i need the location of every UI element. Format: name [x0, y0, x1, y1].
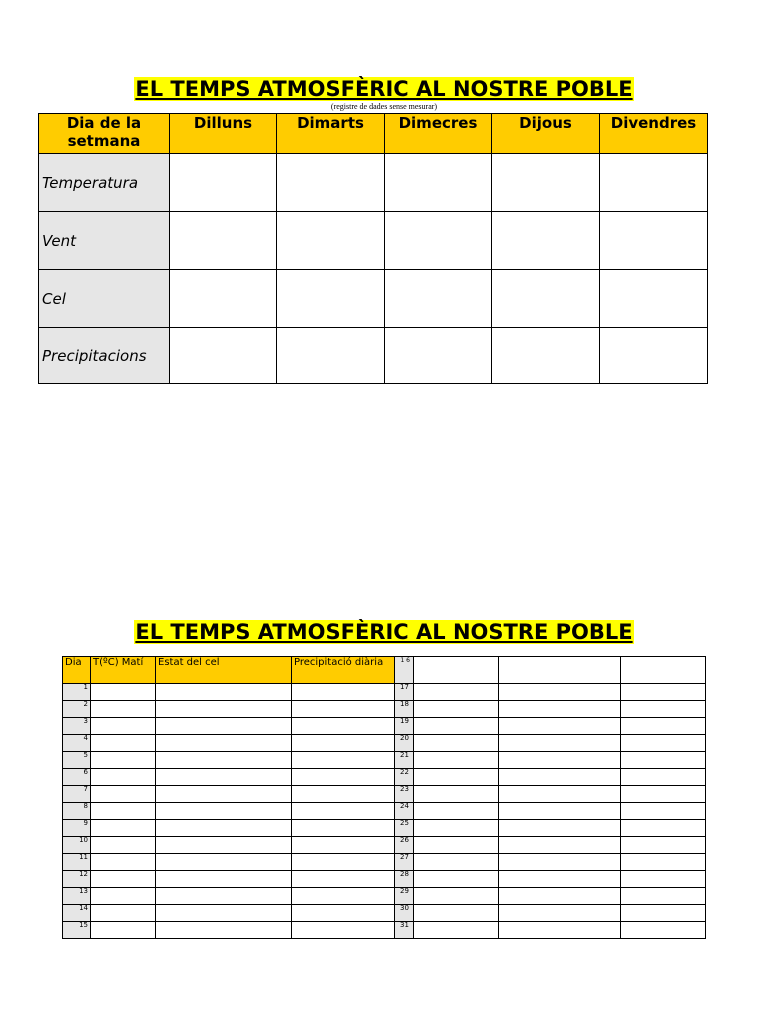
page-subtitle: (registre de dades sense mesurar): [330, 102, 438, 111]
monthly-cell[interactable]: [414, 735, 499, 752]
monthly-cell[interactable]: [91, 820, 156, 837]
day-number: 3: [63, 718, 91, 735]
day-number: 11: [63, 854, 91, 871]
weekly-cell[interactable]: [492, 270, 600, 328]
monthly-cell[interactable]: [156, 684, 292, 701]
monthly-cell[interactable]: [621, 871, 706, 888]
day-number: 25: [395, 820, 414, 837]
monthly-cell[interactable]: [621, 854, 706, 871]
table-row: [39, 270, 708, 328]
monthly-cell[interactable]: [91, 888, 156, 905]
monthly-cell[interactable]: [414, 871, 499, 888]
monthly-cell[interactable]: [91, 752, 156, 769]
day-number: 26: [395, 837, 414, 854]
table-row: [63, 888, 706, 905]
weekly-cell[interactable]: [170, 154, 277, 212]
monthly-cell[interactable]: [621, 803, 706, 820]
monthly-cell[interactable]: [414, 657, 499, 684]
monthly-cell[interactable]: [156, 905, 292, 922]
monthly-cell[interactable]: [621, 922, 706, 939]
monthly-cell[interactable]: [156, 888, 292, 905]
day-number: 21: [395, 752, 414, 769]
monthly-cell[interactable]: [499, 701, 621, 718]
table-row: [63, 752, 706, 769]
monthly-cell[interactable]: [621, 684, 706, 701]
header-wednesday: Dimecres: [385, 114, 492, 154]
weekly-cell[interactable]: [277, 212, 385, 270]
monthly-cell[interactable]: [156, 701, 292, 718]
monthly-cell[interactable]: [499, 854, 621, 871]
monthly-cell[interactable]: [292, 922, 395, 939]
monthly-cell[interactable]: [414, 820, 499, 837]
monthly-cell[interactable]: [414, 718, 499, 735]
weekly-cell[interactable]: [600, 212, 708, 270]
header-daily-precipitation: Precipitació diària: [292, 657, 395, 684]
day-number: 27: [395, 854, 414, 871]
weekly-cell[interactable]: [600, 328, 708, 384]
day-number: 14: [63, 905, 91, 922]
header-monday: Dilluns: [170, 114, 277, 154]
monthly-cell[interactable]: [499, 837, 621, 854]
weekly-cell[interactable]: [277, 270, 385, 328]
day-number: 17: [395, 684, 414, 701]
day-number: 7: [63, 786, 91, 803]
day-number: 2: [63, 701, 91, 718]
day-number: 29: [395, 888, 414, 905]
monthly-cell[interactable]: [292, 718, 395, 735]
table-row: [63, 871, 706, 888]
monthly-cell[interactable]: [91, 701, 156, 718]
monthly-cell[interactable]: [292, 735, 395, 752]
header-day: Dia: [63, 657, 91, 684]
monthly-cell[interactable]: [499, 735, 621, 752]
day-number: 31: [395, 922, 414, 939]
monthly-cell[interactable]: [91, 786, 156, 803]
monthly-cell[interactable]: [91, 718, 156, 735]
monthly-cell[interactable]: [91, 905, 156, 922]
table-row: [63, 769, 706, 786]
monthly-cell[interactable]: [156, 871, 292, 888]
monthly-cell[interactable]: [414, 769, 499, 786]
monthly-cell[interactable]: [499, 905, 621, 922]
table-row: [63, 735, 706, 752]
monthly-cell[interactable]: [156, 922, 292, 939]
page-title-monthly: EL TEMPS ATMOSFÈRIC AL NOSTRE POBLE: [135, 620, 633, 644]
monthly-cell[interactable]: [292, 905, 395, 922]
monthly-cell[interactable]: [91, 684, 156, 701]
weekly-cell[interactable]: [385, 270, 492, 328]
day-number: 23: [395, 786, 414, 803]
monthly-cell[interactable]: [499, 769, 621, 786]
monthly-cell[interactable]: [621, 718, 706, 735]
day-number: 20: [395, 735, 414, 752]
monthly-cell[interactable]: [499, 820, 621, 837]
monthly-cell[interactable]: [621, 837, 706, 854]
monthly-cell[interactable]: [414, 684, 499, 701]
monthly-cell[interactable]: [292, 888, 395, 905]
monthly-cell[interactable]: [91, 803, 156, 820]
monthly-cell[interactable]: [414, 837, 499, 854]
monthly-cell[interactable]: [621, 701, 706, 718]
weekly-cell[interactable]: [385, 328, 492, 384]
monthly-cell[interactable]: [156, 803, 292, 820]
monthly-cell[interactable]: [292, 803, 395, 820]
monthly-cell[interactable]: [499, 888, 621, 905]
monthly-cell[interactable]: [292, 769, 395, 786]
day-number-16: 1 6: [395, 657, 414, 684]
weekly-weather-table: [38, 113, 708, 384]
monthly-cell[interactable]: [621, 657, 706, 684]
weekly-cell[interactable]: [170, 270, 277, 328]
day-number: 22: [395, 769, 414, 786]
monthly-cell[interactable]: [292, 752, 395, 769]
weekly-cell[interactable]: [385, 154, 492, 212]
monthly-cell[interactable]: [414, 701, 499, 718]
header-weekday: Dia de la setmana: [39, 114, 170, 154]
weekly-cell[interactable]: [170, 212, 277, 270]
weekly-cell[interactable]: [385, 212, 492, 270]
header-morning-temp: T(ºC) Matí: [91, 657, 156, 684]
monthly-cell[interactable]: [621, 752, 706, 769]
day-number: 10: [63, 837, 91, 854]
monthly-cell[interactable]: [292, 871, 395, 888]
monthly-cell[interactable]: [156, 786, 292, 803]
monthly-cell[interactable]: [292, 854, 395, 871]
table-row-header: [63, 657, 706, 684]
row-label-wind: Vent: [39, 212, 170, 270]
table-row: [63, 803, 706, 820]
day-number: 5: [63, 752, 91, 769]
day-number: 28: [395, 871, 414, 888]
weekly-cell[interactable]: [170, 328, 277, 384]
header-thursday: Dijous: [492, 114, 600, 154]
day-number: 18: [395, 701, 414, 718]
table-row: [39, 328, 708, 384]
weekly-cell[interactable]: [277, 328, 385, 384]
monthly-cell[interactable]: [156, 769, 292, 786]
monthly-cell[interactable]: [156, 820, 292, 837]
monthly-cell[interactable]: [156, 837, 292, 854]
table-row: [63, 905, 706, 922]
monthly-cell[interactable]: [499, 684, 621, 701]
weekly-cell[interactable]: [600, 270, 708, 328]
monthly-cell[interactable]: [91, 735, 156, 752]
table-row: [63, 684, 706, 701]
monthly-cell[interactable]: [292, 820, 395, 837]
day-number: 9: [63, 820, 91, 837]
weekly-cell[interactable]: [492, 154, 600, 212]
monthly-cell[interactable]: [621, 888, 706, 905]
table-row: [63, 837, 706, 854]
table-row: [63, 854, 706, 871]
monthly-cell[interactable]: [621, 735, 706, 752]
table-row: [63, 786, 706, 803]
day-number: 19: [395, 718, 414, 735]
monthly-cell[interactable]: [414, 786, 499, 803]
row-label-temperature: Temperatura: [39, 154, 170, 212]
header-friday: Divendres: [600, 114, 708, 154]
table-row: [39, 212, 708, 270]
weekly-cell[interactable]: [492, 328, 600, 384]
monthly-cell[interactable]: [499, 718, 621, 735]
monthly-cell[interactable]: [156, 752, 292, 769]
monthly-cell[interactable]: [621, 786, 706, 803]
weekly-cell[interactable]: [492, 212, 600, 270]
monthly-cell[interactable]: [156, 735, 292, 752]
day-number: 8: [63, 803, 91, 820]
page-title-weekly: EL TEMPS ATMOSFÈRIC AL NOSTRE POBLE: [135, 77, 633, 101]
monthly-cell[interactable]: [414, 803, 499, 820]
table-row: [63, 701, 706, 718]
weekly-cell[interactable]: [277, 154, 385, 212]
monthly-cell[interactable]: [292, 701, 395, 718]
weekly-cell[interactable]: [600, 154, 708, 212]
row-label-precipitation: Precipitacions: [39, 328, 170, 384]
day-number: 4: [63, 735, 91, 752]
monthly-weather-table: [62, 656, 706, 939]
monthly-cell[interactable]: [156, 854, 292, 871]
day-number: 30: [395, 905, 414, 922]
monthly-cell[interactable]: [91, 837, 156, 854]
table-row: [63, 820, 706, 837]
monthly-cell[interactable]: [414, 854, 499, 871]
monthly-cell[interactable]: [292, 684, 395, 701]
table-row: [63, 718, 706, 735]
day-number: 15: [63, 922, 91, 939]
table-row: [39, 154, 708, 212]
monthly-cell[interactable]: [414, 922, 499, 939]
monthly-cell[interactable]: [91, 769, 156, 786]
monthly-cell[interactable]: [621, 820, 706, 837]
monthly-cell[interactable]: [499, 786, 621, 803]
monthly-cell[interactable]: [499, 871, 621, 888]
monthly-cell[interactable]: [91, 922, 156, 939]
monthly-cell[interactable]: [499, 657, 621, 684]
monthly-cell[interactable]: [499, 803, 621, 820]
monthly-cell[interactable]: [499, 922, 621, 939]
day-number: 6: [63, 769, 91, 786]
table-row: [63, 922, 706, 939]
monthly-cell[interactable]: [292, 786, 395, 803]
day-number: 24: [395, 803, 414, 820]
monthly-cell[interactable]: [414, 752, 499, 769]
monthly-cell[interactable]: [414, 905, 499, 922]
day-number: 12: [63, 871, 91, 888]
monthly-cell[interactable]: [414, 888, 499, 905]
monthly-cell[interactable]: [621, 769, 706, 786]
day-number: 1: [63, 684, 91, 701]
monthly-cell[interactable]: [292, 837, 395, 854]
monthly-cell[interactable]: [91, 854, 156, 871]
header-sky-state: Estat del cel: [156, 657, 292, 684]
monthly-cell[interactable]: [621, 905, 706, 922]
row-label-sky: Cel: [39, 270, 170, 328]
monthly-cell[interactable]: [91, 871, 156, 888]
monthly-cell[interactable]: [156, 718, 292, 735]
header-tuesday: Dimarts: [277, 114, 385, 154]
day-number: 13: [63, 888, 91, 905]
monthly-cell[interactable]: [499, 752, 621, 769]
